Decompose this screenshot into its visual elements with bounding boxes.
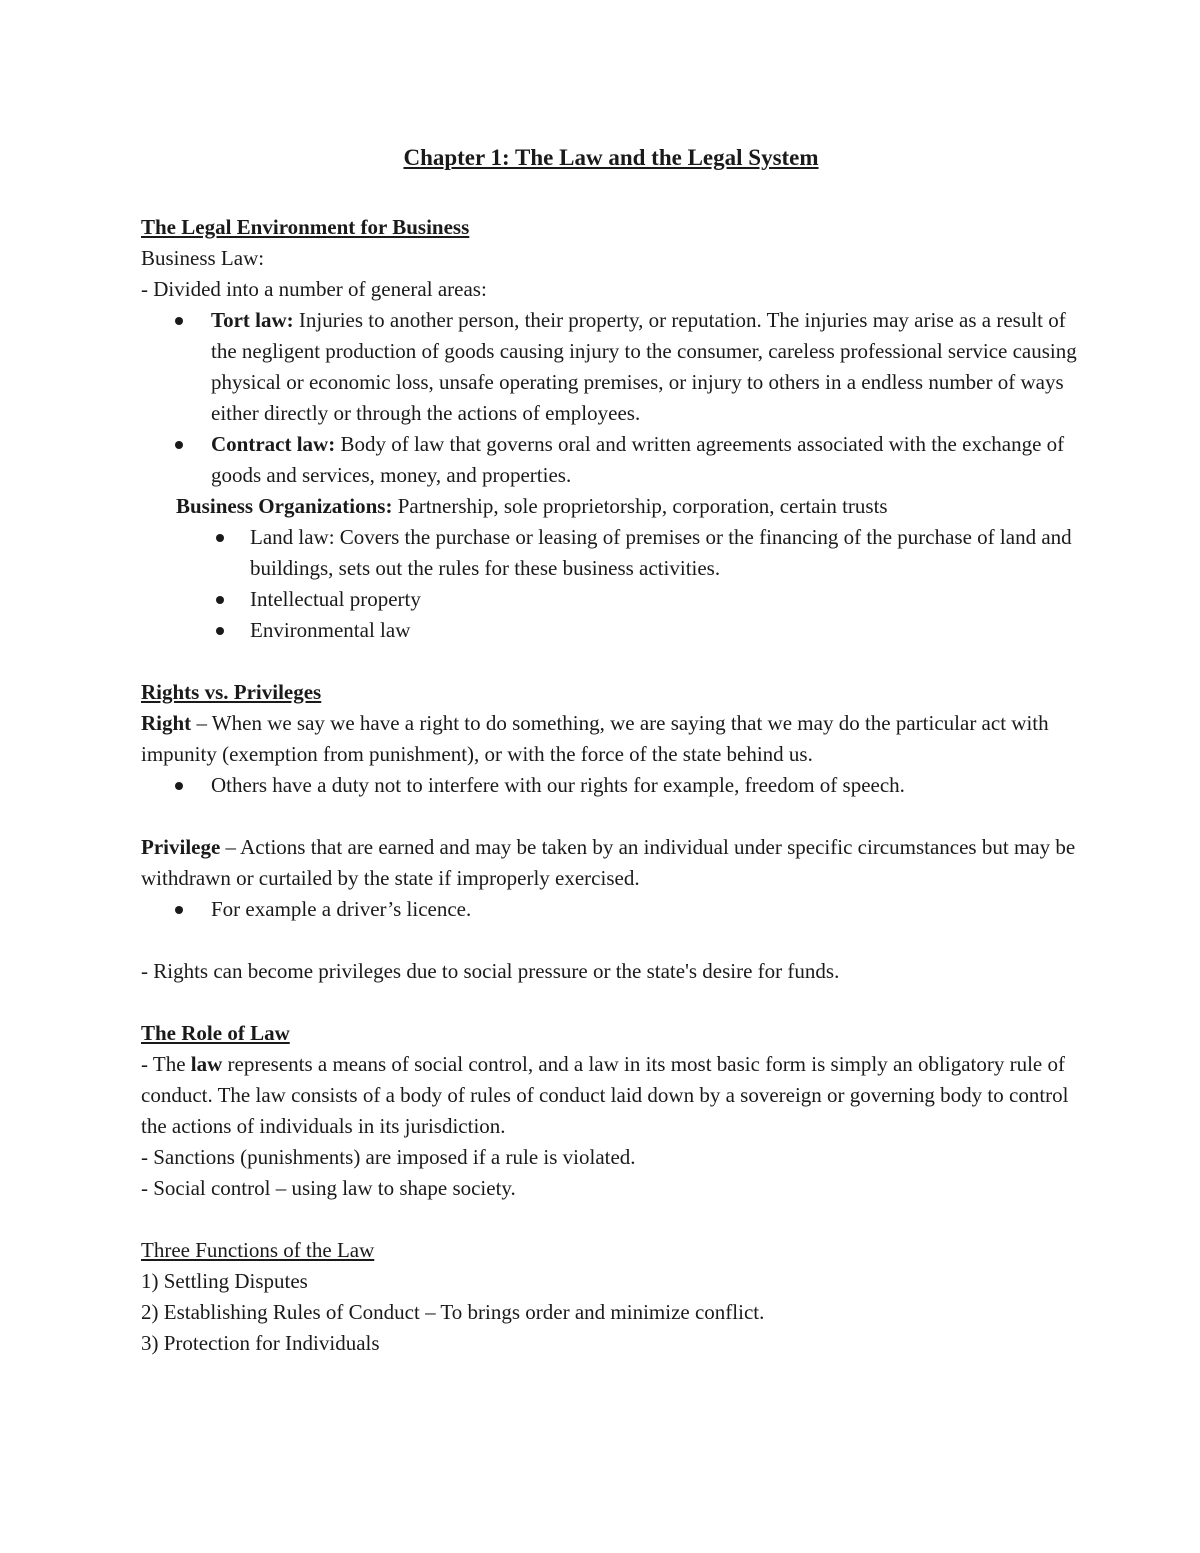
section-heading-rights-privileges: Rights vs. Privileges	[141, 680, 322, 704]
right-text: – When we say we have a right to do something, we are saying that we may do the particular act with impunity (exemption from punishment), or with the force of the state behind us.	[141, 711, 1049, 766]
list-item-term: Contract law:	[211, 432, 336, 456]
law-areas-list	[141, 305, 1081, 491]
list-item	[141, 429, 1081, 491]
list-item: Others have a duty not to interfere with our rights for example, freedom of speech.	[141, 770, 1081, 801]
business-law-label: Business Law:	[141, 246, 265, 270]
section-heading-role-of-law: The Role of Law	[141, 1021, 290, 1045]
subheading-three-functions: Three Functions of the Law	[141, 1238, 375, 1262]
function-item: 3) Protection for Individuals	[141, 1331, 380, 1355]
spacer	[141, 646, 1081, 677]
business-organizations-term: Business Organizations:	[176, 494, 393, 518]
list-item: For example a driver’s licence.	[141, 894, 1081, 925]
privilege-list	[141, 894, 1081, 925]
divided-areas-line: - Divided into a number of general areas:	[141, 277, 487, 301]
list-item: Land law: Covers the purchase or leasing of premises or the financing of the purchase of land and buildings, sets out the rules for these business activities.	[141, 522, 1081, 584]
list-item	[141, 305, 1081, 429]
list-item-term: Tort law:	[211, 308, 294, 332]
role-of-law-paragraph	[141, 1049, 1081, 1142]
right-list	[141, 770, 1081, 801]
role-text-pre: - The	[141, 1052, 191, 1076]
function-item: 2) Establishing Rules of Conduct – To brings order and minimize conflict.	[141, 1300, 765, 1324]
spacer	[141, 801, 1081, 832]
privilege-definition	[141, 832, 1081, 894]
business-organizations-text: Partnership, sole proprietorship, corporation, certain trusts	[392, 494, 888, 518]
social-control-line: - Social control – using law to shape society.	[141, 1176, 516, 1200]
sanctions-line: - Sanctions (punishments) are imposed if a rule is violated.	[141, 1145, 636, 1169]
right-term: Right	[141, 711, 192, 735]
document-page	[141, 142, 1081, 1359]
role-text-post: represents a means of social control, and a law in its most basic form is simply an obligatory rule of conduct. The law consists of a body of rules of conduct laid down by a sovereign or governing body to control the actions of individuals in its jurisdiction.	[141, 1052, 1069, 1138]
list-item-text: Body of law that governs oral and written agreements associated with the exchange of goods and services, money, and properties.	[211, 432, 1065, 487]
list-item-text: Injuries to another person, their property, or reputation. The injuries may arise as a result of the negligent production of goods causing injury to the consumer, careless professional service causing physical or economic loss, unsafe operating premises, or injury to others in a endless number of ways either directly or through the actions of employees.	[211, 308, 1077, 425]
function-item: 1) Settling Disputes	[141, 1269, 308, 1293]
spacer	[141, 925, 1081, 956]
business-organizations-line	[141, 491, 1081, 522]
page-title: Chapter 1: The Law and the Legal System	[403, 145, 819, 170]
right-definition	[141, 708, 1081, 770]
privilege-text: – Actions that are earned and may be taken by an individual under specific circumstances but may be withdrawn or curtailed by the state if improperly exercised.	[141, 835, 1076, 890]
spacer	[141, 987, 1081, 1018]
privilege-term: Privilege	[141, 835, 221, 859]
spacer	[141, 1204, 1081, 1235]
law-term: law	[190, 1052, 223, 1076]
list-item: Intellectual property	[141, 584, 1081, 615]
rights-privileges-note: - Rights can become privileges due to social pressure or the state's desire for funds.	[141, 959, 840, 983]
section-heading-legal-environment: The Legal Environment for Business	[141, 215, 470, 239]
organizations-list	[141, 522, 1081, 646]
list-item: Environmental law	[141, 615, 1081, 646]
